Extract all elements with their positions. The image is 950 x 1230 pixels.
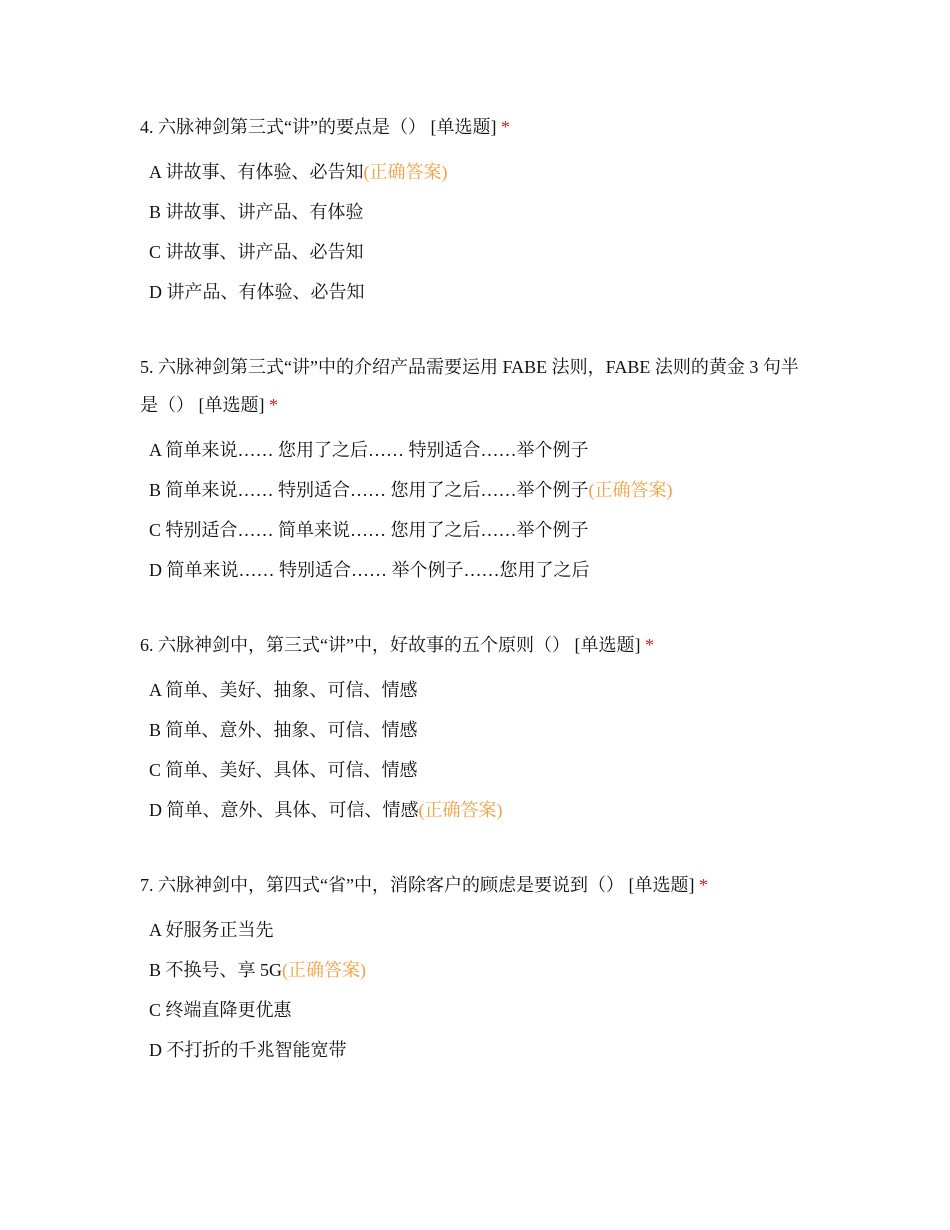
option-d xyxy=(149,550,810,590)
option-text: D 简单来说…… 特别适合…… 举个例子……您用了之后 xyxy=(149,560,590,580)
quiz-document xyxy=(140,108,810,1070)
option-text: A 简单来说…… 您用了之后…… 特别适合……举个例子 xyxy=(149,440,589,460)
option-c xyxy=(149,750,810,790)
option-text: C 特别适合…… 简单来说…… 您用了之后……举个例子 xyxy=(149,520,589,540)
option-text: B 简单来说…… 特别适合…… 您用了之后……举个例子 xyxy=(149,480,589,500)
option-d xyxy=(149,1030,810,1070)
question-7 xyxy=(140,866,810,1070)
required-asterisk: * xyxy=(269,395,278,415)
option-list xyxy=(140,430,810,590)
option-a xyxy=(149,910,810,950)
question-title xyxy=(140,108,810,146)
correct-answer-label: (正确答案) xyxy=(588,480,673,500)
correct-answer-label: (正确答案) xyxy=(363,162,448,182)
question-5 xyxy=(140,348,810,590)
option-text: D 不打折的千兆智能宽带 xyxy=(149,1040,347,1060)
question-title xyxy=(140,866,810,904)
option-d xyxy=(149,790,810,830)
option-text: C 终端直降更优惠 xyxy=(149,1000,292,1020)
option-a xyxy=(149,430,810,470)
required-asterisk: * xyxy=(644,635,654,655)
option-a xyxy=(149,670,810,710)
option-text: A 好服务正当先 xyxy=(149,920,274,940)
option-text: B 简单、意外、抽象、可信、情感 xyxy=(149,720,418,740)
option-c xyxy=(149,232,810,272)
option-list xyxy=(140,152,810,312)
option-text: C 简单、美好、具体、可信、情感 xyxy=(149,760,418,780)
required-asterisk: * xyxy=(698,875,708,895)
option-c xyxy=(149,990,810,1030)
option-text: A 讲故事、有体验、必告知 xyxy=(149,162,364,182)
option-d xyxy=(149,272,810,312)
option-list xyxy=(140,670,810,830)
question-title xyxy=(140,348,810,424)
option-text: B 不换号、享 5G xyxy=(149,960,283,980)
question-text: 6. 六脉神剑中，第三式“讲”中，好故事的五个原则（） [单选题] xyxy=(140,635,641,655)
correct-answer-label: (正确答案) xyxy=(418,800,503,820)
option-b xyxy=(149,710,810,750)
option-text: B 讲故事、讲产品、有体验 xyxy=(149,202,364,222)
required-asterisk: * xyxy=(500,117,510,137)
option-b xyxy=(149,192,810,232)
option-text: C 讲故事、讲产品、必告知 xyxy=(149,242,364,262)
question-text: 4. 六脉神剑第三式“讲”的要点是（） [单选题] xyxy=(140,117,497,137)
correct-answer-label: (正确答案) xyxy=(282,960,367,980)
option-b xyxy=(149,470,810,510)
question-6 xyxy=(140,626,810,830)
option-text: D 简单、意外、具体、可信、情感 xyxy=(149,800,419,820)
question-title xyxy=(140,626,810,664)
option-b xyxy=(149,950,810,990)
option-c xyxy=(149,510,810,550)
question-text: 5. 六脉神剑第三式“讲”中的介绍产品需要运用 FABE 法则，FABE 法则的黄金 3 句半是（） [单选题] xyxy=(140,357,799,415)
option-list xyxy=(140,910,810,1070)
question-4 xyxy=(140,108,810,312)
option-text: D 讲产品、有体验、必告知 xyxy=(149,282,365,302)
option-text: A 简单、美好、抽象、可信、情感 xyxy=(149,680,418,700)
question-text: 7. 六脉神剑中，第四式“省”中，消除客户的顾虑是要说到（） [单选题] xyxy=(140,875,695,895)
option-a xyxy=(149,152,810,192)
